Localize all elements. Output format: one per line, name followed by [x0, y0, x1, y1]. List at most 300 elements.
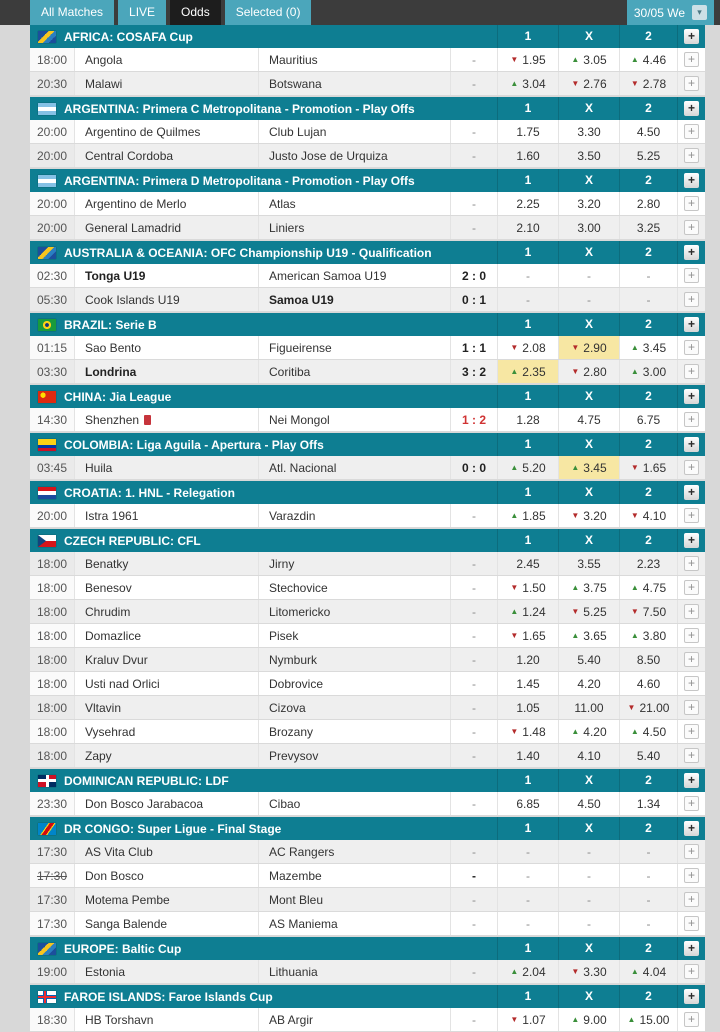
- plus-icon: [684, 1012, 699, 1027]
- odds-draw[interactable]: 3.55: [558, 552, 619, 575]
- odds-column-header-x: X: [558, 769, 619, 792]
- league-header[interactable]: [30, 769, 705, 792]
- odds-draw[interactable]: -: [558, 288, 619, 311]
- league-header[interactable]: [30, 985, 705, 1008]
- add-all-cell[interactable]: [677, 529, 705, 552]
- odds-away[interactable]: ▼ 2.78: [619, 72, 677, 95]
- trend-arrow-icon: [510, 56, 518, 64]
- match-row[interactable]: [30, 672, 705, 696]
- odds-draw[interactable]: -: [558, 912, 619, 935]
- league-section: [30, 985, 705, 1032]
- add-all-cell[interactable]: [677, 97, 705, 120]
- odds-column-header-2: 2: [619, 25, 677, 48]
- odds-away[interactable]: 6.75: [619, 408, 677, 431]
- odds-away[interactable]: ▲ 3.00: [619, 360, 677, 383]
- add-all-cell[interactable]: [677, 985, 705, 1008]
- odds-home[interactable]: 6.85: [497, 792, 558, 815]
- kickoff-time: 18:00: [30, 720, 75, 743]
- away-team: Prevysov: [269, 748, 319, 763]
- odds-draw[interactable]: ▲ 4.20: [558, 720, 619, 743]
- match-row[interactable]: [30, 144, 705, 168]
- add-match-button[interactable]: [677, 720, 705, 743]
- match-row[interactable]: [30, 624, 705, 648]
- odds-draw[interactable]: ▼ 3.20: [558, 504, 619, 527]
- league-header[interactable]: [30, 529, 705, 552]
- add-match-button[interactable]: [677, 360, 705, 383]
- add-match-button[interactable]: [677, 744, 705, 767]
- match-row[interactable]: [30, 864, 705, 888]
- odds-home[interactable]: 1.75: [497, 120, 558, 143]
- add-match-button[interactable]: [677, 960, 705, 983]
- home-team: Shenzhen: [85, 412, 140, 427]
- odds-draw[interactable]: ▼ 2.80: [558, 360, 619, 383]
- home-team: Domazlice: [85, 628, 142, 643]
- odds-column-header-1: 1: [497, 25, 558, 48]
- odds-away[interactable]: 8.50: [619, 648, 677, 671]
- add-match-button[interactable]: [677, 120, 705, 143]
- league-header[interactable]: [30, 169, 705, 192]
- score: -: [450, 144, 497, 167]
- odds-home[interactable]: ▲ 1.85: [497, 504, 558, 527]
- odds-away[interactable]: 2.23: [619, 552, 677, 575]
- odds-column-header-x: X: [558, 313, 619, 336]
- odds-column-header-2: 2: [619, 985, 677, 1008]
- odds-column-header-x: X: [558, 97, 619, 120]
- tab-all-matches[interactable]: All Matches: [30, 0, 114, 25]
- add-match-button[interactable]: [677, 696, 705, 719]
- league-section: [30, 937, 705, 984]
- trend-arrow-icon: [510, 632, 518, 640]
- croatia-flag-icon: [38, 487, 56, 499]
- away-team: Club Lujan: [269, 124, 327, 139]
- add-match-button[interactable]: [677, 840, 705, 863]
- add-all-icon: [684, 821, 699, 836]
- add-all-cell[interactable]: [677, 385, 705, 408]
- add-match-button[interactable]: [677, 216, 705, 239]
- odds-home[interactable]: -: [497, 288, 558, 311]
- odds-away[interactable]: 1.34: [619, 792, 677, 815]
- add-match-button[interactable]: [677, 336, 705, 359]
- odds-draw[interactable]: -: [558, 888, 619, 911]
- league-header[interactable]: [30, 97, 705, 120]
- odds-home[interactable]: -: [497, 840, 558, 863]
- odds-column-header-2: 2: [619, 433, 677, 456]
- home-team: Argentino de Quilmes: [85, 124, 201, 139]
- odds-home[interactable]: ▲ 2.04: [497, 960, 558, 983]
- odds-away[interactable]: ▼ 1.65: [619, 456, 677, 479]
- odds-away[interactable]: 5.40: [619, 744, 677, 767]
- faroe-flag-icon: [38, 991, 56, 1003]
- odds-away[interactable]: -: [619, 840, 677, 863]
- match-row[interactable]: [30, 1008, 705, 1032]
- add-match-button[interactable]: [677, 864, 705, 887]
- add-all-cell[interactable]: [677, 433, 705, 456]
- odds-away[interactable]: -: [619, 888, 677, 911]
- kickoff-time: 17:30: [30, 864, 75, 887]
- kickoff-time: 18:00: [30, 696, 75, 719]
- add-match-button[interactable]: [677, 288, 705, 311]
- odds-draw[interactable]: ▼ 2.76: [558, 72, 619, 95]
- add-all-icon: [684, 437, 699, 452]
- league-section: [30, 481, 705, 528]
- odds-draw[interactable]: ▲ 3.05: [558, 48, 619, 71]
- match-row[interactable]: [30, 264, 705, 288]
- tab-odds[interactable]: Odds: [170, 0, 221, 25]
- add-all-icon: [684, 533, 699, 548]
- match-row[interactable]: [30, 456, 705, 480]
- add-match-button[interactable]: [677, 504, 705, 527]
- add-match-button[interactable]: [677, 456, 705, 479]
- home-team: Usti nad Orlici: [85, 676, 160, 691]
- score: -: [450, 696, 497, 719]
- odds-column-header-1: 1: [497, 241, 558, 264]
- trend-arrow-icon: [631, 584, 639, 592]
- score: -: [450, 672, 497, 695]
- add-match-button[interactable]: [677, 1008, 705, 1031]
- add-all-cell[interactable]: [677, 25, 705, 48]
- odds-home[interactable]: 1.20: [497, 648, 558, 671]
- add-match-button[interactable]: [677, 264, 705, 287]
- plus-icon: [684, 76, 699, 91]
- plus-icon: [684, 556, 699, 571]
- league-header[interactable]: [30, 433, 705, 456]
- trend-arrow-icon: [631, 512, 639, 520]
- odds-away[interactable]: ▼ 4.10: [619, 504, 677, 527]
- away-team: American Samoa U19: [269, 268, 387, 283]
- odds-draw[interactable]: 3.20: [558, 192, 619, 215]
- home-team: AS Vita Club: [85, 844, 153, 859]
- odds-draw[interactable]: 4.50: [558, 792, 619, 815]
- add-match-button[interactable]: [677, 600, 705, 623]
- trend-arrow-icon: [510, 728, 518, 736]
- match-row[interactable]: [30, 48, 705, 72]
- add-match-button[interactable]: [677, 192, 705, 215]
- odds-column-header-2: 2: [619, 769, 677, 792]
- odds-home[interactable]: 1.28: [497, 408, 558, 431]
- home-team: Kraluv Dvur: [85, 652, 148, 667]
- odds-away[interactable]: 5.25: [619, 144, 677, 167]
- away-team: Litomericko: [269, 604, 331, 619]
- away-team: Jirny: [269, 556, 295, 571]
- trend-arrow-icon: [571, 584, 579, 592]
- match-row[interactable]: [30, 888, 705, 912]
- date-selector[interactable]: [627, 0, 714, 25]
- home-team: Argentino de Merlo: [85, 196, 187, 211]
- odds-draw[interactable]: -: [558, 864, 619, 887]
- odds-draw[interactable]: ▲ 3.45: [558, 456, 619, 479]
- league-section: [30, 529, 705, 768]
- home-team: Central Cordoba: [85, 148, 174, 163]
- odds-home[interactable]: ▲ 3.04: [497, 72, 558, 95]
- odds-home[interactable]: 1.05: [497, 696, 558, 719]
- odds-column-header-x: X: [558, 481, 619, 504]
- odds-away[interactable]: ▲ 4.46: [619, 48, 677, 71]
- league-name: ARGENTINA: Primera C Metropolitana - Promotion - Play Offs: [64, 101, 415, 116]
- odds-column-header-1: 1: [497, 529, 558, 552]
- league-section: [30, 241, 705, 312]
- plus-icon: [684, 628, 699, 643]
- odds-home[interactable]: 2.10: [497, 216, 558, 239]
- odds-column-header-2: 2: [619, 241, 677, 264]
- chevron-down-icon[interactable]: [692, 5, 707, 20]
- add-all-cell[interactable]: [677, 241, 705, 264]
- add-all-icon: [684, 317, 699, 332]
- away-team: Mazembe: [269, 868, 322, 883]
- odds-draw[interactable]: 3.30: [558, 120, 619, 143]
- add-all-cell[interactable]: [677, 937, 705, 960]
- odds-away[interactable]: ▼ 7.50: [619, 600, 677, 623]
- away-team: Botswana: [269, 76, 322, 91]
- trend-arrow-icon: [631, 968, 639, 976]
- trend-arrow-icon: [628, 1016, 636, 1024]
- match-row[interactable]: [30, 720, 705, 744]
- kickoff-time: 17:30: [30, 912, 75, 935]
- score: -: [450, 840, 497, 863]
- kickoff-time: 18:00: [30, 648, 75, 671]
- league-name: BRAZIL: Serie B: [64, 317, 157, 332]
- cosafa-flag-icon: [38, 31, 56, 43]
- match-row[interactable]: [30, 216, 705, 240]
- odds-home[interactable]: ▲ 1.24: [497, 600, 558, 623]
- score: -: [450, 864, 497, 887]
- plus-icon: [684, 508, 699, 523]
- odds-away[interactable]: -: [619, 264, 677, 287]
- odds-column-header-x: X: [558, 937, 619, 960]
- plus-icon: [684, 964, 699, 979]
- odds-home[interactable]: 2.45: [497, 552, 558, 575]
- odds-away[interactable]: 3.25: [619, 216, 677, 239]
- add-all-icon: [684, 941, 699, 956]
- kickoff-time: 20:00: [30, 120, 75, 143]
- kickoff-time: 17:30: [30, 840, 75, 863]
- match-row[interactable]: [30, 576, 705, 600]
- add-match-button[interactable]: [677, 792, 705, 815]
- odds-home[interactable]: -: [497, 264, 558, 287]
- match-row[interactable]: [30, 72, 705, 96]
- odds-draw[interactable]: ▼ 5.25: [558, 600, 619, 623]
- odds-draw[interactable]: 3.50: [558, 144, 619, 167]
- home-team: Benatky: [85, 556, 129, 571]
- score: -: [450, 912, 497, 935]
- league-name: DOMINICAN REPUBLIC: LDF: [64, 773, 229, 788]
- add-all-cell[interactable]: [677, 313, 705, 336]
- odds-draw[interactable]: 3.00: [558, 216, 619, 239]
- odds-home[interactable]: 2.25: [497, 192, 558, 215]
- odds-column-header-2: 2: [619, 97, 677, 120]
- plus-icon: [684, 796, 699, 811]
- odds-draw[interactable]: ▲ 3.65: [558, 624, 619, 647]
- add-match-button[interactable]: [677, 552, 705, 575]
- score: -: [450, 504, 497, 527]
- match-row[interactable]: [30, 840, 705, 864]
- away-team: Justo Jose de Urquiza: [269, 148, 388, 163]
- odds-draw[interactable]: 11.00: [558, 696, 619, 719]
- add-match-button[interactable]: [677, 48, 705, 71]
- add-match-button[interactable]: [677, 888, 705, 911]
- odds-away[interactable]: 4.50: [619, 120, 677, 143]
- plus-icon: [684, 724, 699, 739]
- add-all-icon: [684, 173, 699, 188]
- score: -: [450, 600, 497, 623]
- odds-away[interactable]: -: [619, 912, 677, 935]
- odds-away[interactable]: ▲ 4.50: [619, 720, 677, 743]
- trend-arrow-icon: [571, 464, 579, 472]
- kickoff-time: 18:00: [30, 552, 75, 575]
- match-row[interactable]: [30, 120, 705, 144]
- match-row[interactable]: [30, 408, 705, 432]
- add-all-cell[interactable]: [677, 769, 705, 792]
- kickoff-time: 03:30: [30, 360, 75, 383]
- odds-home[interactable]: ▼ 2.08: [497, 336, 558, 359]
- odds-home[interactable]: ▼ 1.65: [497, 624, 558, 647]
- odds-away[interactable]: ▲ 15.00: [619, 1008, 677, 1031]
- odds-draw[interactable]: ▲ 3.75: [558, 576, 619, 599]
- odds-draw[interactable]: ▼ 3.30: [558, 960, 619, 983]
- odds-draw[interactable]: 4.75: [558, 408, 619, 431]
- match-row[interactable]: [30, 912, 705, 936]
- trend-arrow-icon: [571, 344, 579, 352]
- odds-away[interactable]: 4.60: [619, 672, 677, 695]
- home-team: Tonga U19: [85, 268, 146, 283]
- league-header[interactable]: [30, 241, 705, 264]
- league-header[interactable]: [30, 817, 705, 840]
- odds-column-header-1: 1: [497, 313, 558, 336]
- match-row[interactable]: [30, 696, 705, 720]
- league-section: [30, 97, 705, 168]
- league-header[interactable]: [30, 937, 705, 960]
- odds-away[interactable]: 2.80: [619, 192, 677, 215]
- odds-draw[interactable]: ▲ 9.00: [558, 1008, 619, 1031]
- odds-column-header-x: X: [558, 241, 619, 264]
- match-row[interactable]: [30, 288, 705, 312]
- kickoff-time: 18:00: [30, 624, 75, 647]
- match-row[interactable]: [30, 360, 705, 384]
- match-row[interactable]: [30, 744, 705, 768]
- kickoff-time: 19:00: [30, 960, 75, 983]
- home-team: Vltavin: [85, 700, 122, 715]
- league-header[interactable]: [30, 313, 705, 336]
- kickoff-time: 17:30: [30, 888, 75, 911]
- add-all-cell[interactable]: [677, 817, 705, 840]
- odds-draw[interactable]: -: [558, 264, 619, 287]
- plus-icon: [684, 844, 699, 859]
- kickoff-time: 23:30: [30, 792, 75, 815]
- china-flag-icon: [38, 391, 56, 403]
- match-row[interactable]: [30, 648, 705, 672]
- score: -: [450, 720, 497, 743]
- match-row[interactable]: [30, 552, 705, 576]
- odds-away[interactable]: -: [619, 288, 677, 311]
- score: 2 : 0: [450, 264, 497, 287]
- odds-home[interactable]: -: [497, 864, 558, 887]
- trend-arrow-icon: [628, 704, 636, 712]
- odds-column-header-x: X: [558, 985, 619, 1008]
- odds-home[interactable]: ▼ 1.07: [497, 1008, 558, 1031]
- plus-icon: [684, 868, 699, 883]
- odds-away[interactable]: ▲ 4.04: [619, 960, 677, 983]
- matches-list: [30, 25, 705, 1032]
- odds-draw[interactable]: ▼ 2.90: [558, 336, 619, 359]
- match-row[interactable]: [30, 600, 705, 624]
- odds-column-header-x: X: [558, 433, 619, 456]
- tab-selected-0[interactable]: Selected (0): [225, 0, 312, 25]
- trend-arrow-icon: [631, 464, 639, 472]
- odds-away[interactable]: ▲ 3.80: [619, 624, 677, 647]
- league-header[interactable]: [30, 25, 705, 48]
- odds-draw[interactable]: 5.40: [558, 648, 619, 671]
- odds-draw[interactable]: 4.10: [558, 744, 619, 767]
- add-match-button[interactable]: [677, 72, 705, 95]
- odds-home[interactable]: -: [497, 912, 558, 935]
- league-header[interactable]: [30, 481, 705, 504]
- add-match-button[interactable]: [677, 144, 705, 167]
- czech-flag-icon: [38, 535, 56, 547]
- odds-draw[interactable]: 4.20: [558, 672, 619, 695]
- plus-icon: [684, 268, 699, 283]
- colombia-flag-icon: [38, 439, 56, 451]
- add-all-cell[interactable]: [677, 169, 705, 192]
- drcongo-flag-icon: [38, 823, 56, 835]
- odds-column-header-2: 2: [619, 385, 677, 408]
- home-team: Chrudim: [85, 604, 131, 619]
- plus-icon: [684, 292, 699, 307]
- add-match-button[interactable]: [677, 672, 705, 695]
- match-row[interactable]: [30, 792, 705, 816]
- add-match-button[interactable]: [677, 624, 705, 647]
- odds-column-header-2: 2: [619, 313, 677, 336]
- odds-home[interactable]: -: [497, 888, 558, 911]
- add-all-cell[interactable]: [677, 481, 705, 504]
- home-team: Don Bosco Jarabacoa: [85, 796, 204, 811]
- add-match-button[interactable]: [677, 912, 705, 935]
- kickoff-time: 03:45: [30, 456, 75, 479]
- kickoff-time: 01:15: [30, 336, 75, 359]
- match-row[interactable]: [30, 504, 705, 528]
- odds-home[interactable]: ▼ 1.48: [497, 720, 558, 743]
- kickoff-time: 18:00: [30, 672, 75, 695]
- odds-away[interactable]: ▲ 3.45: [619, 336, 677, 359]
- home-team: Huila: [85, 460, 113, 475]
- date-label: 30/05 We: [633, 5, 685, 20]
- odds-home[interactable]: 1.45: [497, 672, 558, 695]
- home-team: Sao Bento: [85, 340, 142, 355]
- odds-away[interactable]: ▼ 21.00: [619, 696, 677, 719]
- add-match-button[interactable]: [677, 408, 705, 431]
- red-card-icon: [144, 415, 151, 425]
- match-row[interactable]: [30, 960, 705, 984]
- league-header[interactable]: [30, 385, 705, 408]
- odds-column-header-x: X: [558, 385, 619, 408]
- tab-live[interactable]: LIVE: [118, 0, 166, 25]
- odds-away[interactable]: -: [619, 864, 677, 887]
- add-match-button[interactable]: [677, 648, 705, 671]
- add-match-button[interactable]: [677, 576, 705, 599]
- trend-arrow-icon: [631, 728, 639, 736]
- odds-draw[interactable]: -: [558, 840, 619, 863]
- plus-icon: [684, 748, 699, 763]
- odds-home[interactable]: ▼ 1.95: [497, 48, 558, 71]
- odds-home[interactable]: 1.40: [497, 744, 558, 767]
- odds-home[interactable]: ▲ 5.20: [497, 456, 558, 479]
- match-row[interactable]: [30, 192, 705, 216]
- odds-home[interactable]: ▲ 2.35: [497, 360, 558, 383]
- odds-away[interactable]: ▲ 4.75: [619, 576, 677, 599]
- plus-icon: [684, 700, 699, 715]
- league-name: DR CONGO: Super Ligue - Final Stage: [64, 821, 282, 836]
- odds-home[interactable]: ▼ 1.50: [497, 576, 558, 599]
- odds-home[interactable]: 1.60: [497, 144, 558, 167]
- match-row[interactable]: [30, 336, 705, 360]
